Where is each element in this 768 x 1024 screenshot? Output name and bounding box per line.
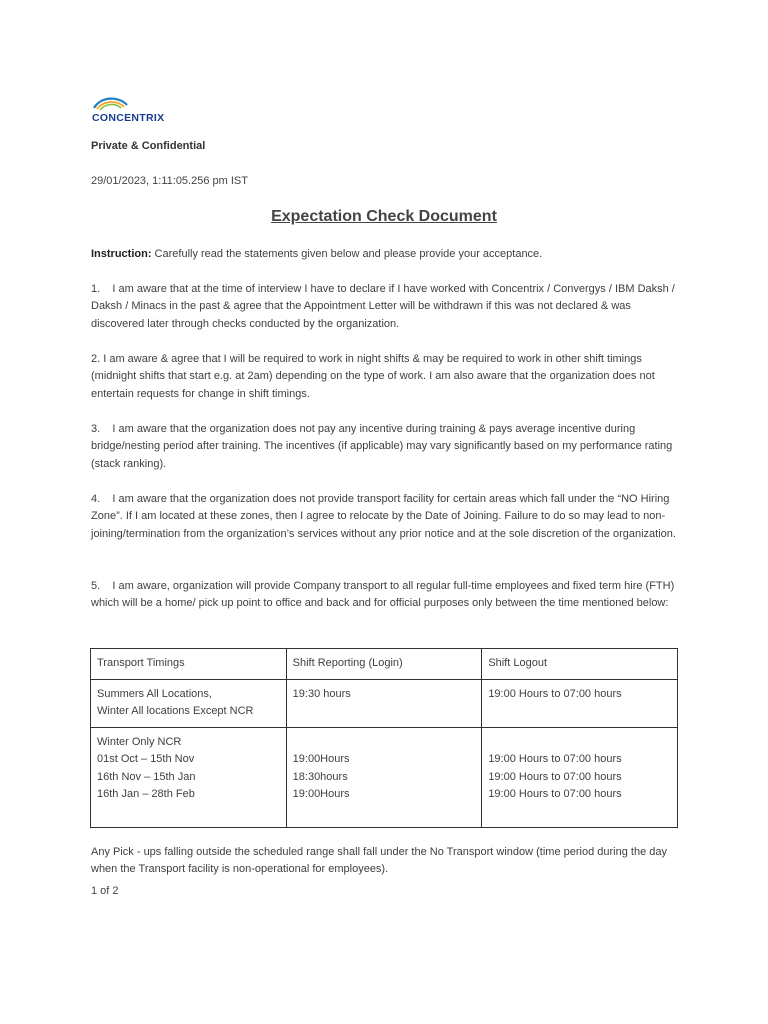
table-cell-timings xyxy=(91,679,287,727)
cell-line: 19:30 hours xyxy=(292,687,351,700)
cell-line: Summers All Locations, xyxy=(97,687,212,700)
cell-line: 19:00 Hours to 07:00 hours xyxy=(488,753,622,765)
table-header-cell: Transport Timings xyxy=(91,649,287,680)
table-cell-timings xyxy=(91,727,287,827)
page-title: Expectation Check Document xyxy=(271,208,497,225)
table-header-row xyxy=(91,649,678,680)
statement-4: 4. I am aware that the organization does not provide transport facility for certain areas which fall under the “NO Hiring Zone”. If I am located at these zones, then I agree to relocate by the Date of Joining. Failure to do so may lead to non-joining/termination from the organization’s services without any prior notice and at the sole discretion of the organization. xyxy=(91,493,676,540)
table-cell-login xyxy=(286,727,482,827)
cell-line: 19:00Hours xyxy=(292,788,350,800)
document-timestamp: 29/01/2023, 1:11:05.256 pm IST xyxy=(91,175,248,187)
cell-line: 18:30hours xyxy=(292,770,348,783)
statement-5: 5. I am aware, organization will provide Company transport to all regular full-time employees and fixed term hire (FTH) which will be a home/ pick up point to office and back and for official purposes only between the time mentioned below: xyxy=(91,580,675,610)
cell-line: 16th Jan – 28th Feb xyxy=(97,788,195,800)
table-row xyxy=(91,679,678,727)
svg-text:CONCENTRIX: CONCENTRIX xyxy=(92,112,165,124)
table-row xyxy=(91,727,678,827)
cell-line: 19:00 Hours to 07:00 hours xyxy=(488,770,622,783)
statement-3: 3. I am aware that the organization does not pay any incentive during training & pays average incentive during bridge/nesting period after training. The incentives (if applicable) may vary significantly based on my performance rating (stack ranking). xyxy=(91,423,673,470)
concentrix-logo xyxy=(91,96,191,126)
cell-line: Winter All locations Except NCR xyxy=(97,705,254,717)
instruction-body: Carefully read the statements given below and please provide your acceptance. xyxy=(151,248,543,260)
cell-line: 01st Oct – 15th Nov xyxy=(97,753,195,765)
concentrix-logo-icon xyxy=(91,96,191,126)
cell-line: Winter Only NCR xyxy=(97,735,182,748)
transport-note: Any Pick - ups falling outside the scheduled range shall fall under the No Transport window (time period during the day when the Transport facility is non-operational for employees). xyxy=(91,846,667,876)
table-cell-login xyxy=(286,679,482,727)
instruction-text xyxy=(91,246,681,263)
cell-line: 19:00 Hours to 07:00 hours xyxy=(488,788,622,800)
table-header-cell: Shift Logout xyxy=(482,649,678,680)
transport-timings-table xyxy=(90,648,678,828)
table-cell-logout xyxy=(482,679,678,727)
table-header-cell: Shift Reporting (Login) xyxy=(286,649,482,680)
instruction-label: Instruction: xyxy=(91,248,152,260)
cell-line xyxy=(488,734,671,752)
cell-line: 19:00Hours xyxy=(292,753,350,765)
table-cell-logout xyxy=(482,727,678,827)
page-indicator: 1 of 2 xyxy=(91,885,119,897)
cell-line: 19:00 Hours to 07:00 hours xyxy=(488,687,622,700)
statement-2: 2. I am aware & agree that I will be required to work in night shifts & may be required to work in other shift timings (midnight shifts that start e.g. at 2am) depending on the type of work. I am also aware that the organization does not entertain requests for change in shift timings. xyxy=(91,353,655,400)
cell-line: 16th Nov – 15th Jan xyxy=(97,770,196,783)
statement-1: 1. I am aware that at the time of interview I have to declare if I have worked with Concentrix / Convergys / IBM Daksh / Daksh / Minacs in the past & agree that the Appointment Letter will be withdrawn if this was not declared & was discovered later through checks conducted by the organization. xyxy=(91,283,675,330)
cell-line xyxy=(293,734,476,752)
confidentiality-label: Private & Confidential xyxy=(91,140,206,152)
